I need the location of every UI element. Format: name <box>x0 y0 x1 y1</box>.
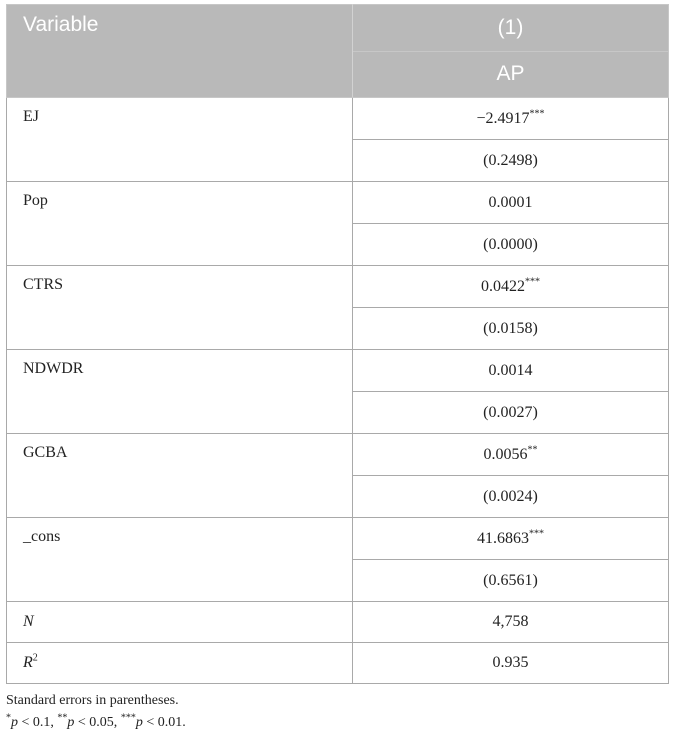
stats-row-n <box>7 602 669 643</box>
table-row <box>7 182 669 224</box>
n-label: N <box>7 602 353 643</box>
standard-error: (0.2498) <box>353 140 669 182</box>
variable-name: CTRS <box>7 266 353 350</box>
table-row <box>7 98 669 140</box>
model-header: (1) <box>353 5 669 52</box>
coefficient: −2.4917*** <box>353 98 669 140</box>
coefficient: 0.0001 <box>353 182 669 224</box>
r2-value: 0.935 <box>353 643 669 684</box>
coefficient: 0.0014 <box>353 350 669 392</box>
n-value: 4,758 <box>353 602 669 643</box>
coefficient: 41.6863*** <box>353 518 669 560</box>
coefficient: 0.0422*** <box>353 266 669 308</box>
variable-name: GCBA <box>7 434 353 518</box>
r2-label: $R^2$ <box>7 643 353 684</box>
regression-table <box>6 4 669 684</box>
notes-line-2: *p < 0.1, **p < 0.05, ***p < 0.01. <box>6 712 186 730</box>
variable-name: Pop <box>7 182 353 266</box>
standard-error: (0.0027) <box>353 392 669 434</box>
table-row <box>7 266 669 308</box>
variable-name: EJ <box>7 98 353 182</box>
table-notes <box>6 690 186 734</box>
variable-header: Variable <box>7 5 353 98</box>
table-row <box>7 350 669 392</box>
standard-error: (0.6561) <box>353 560 669 602</box>
notes-line-1: Standard errors in parentheses. <box>6 693 179 708</box>
variable-name: NDWDR <box>7 350 353 434</box>
variable-name: _cons <box>7 518 353 602</box>
dependent-variable-header: AP <box>353 51 669 98</box>
coefficient: 0.0056** <box>353 434 669 476</box>
standard-error: (0.0000) <box>353 224 669 266</box>
standard-error: (0.0024) <box>353 476 669 518</box>
stats-row-r2 <box>7 643 669 684</box>
standard-error: (0.0158) <box>353 308 669 350</box>
table-row <box>7 434 669 476</box>
table-row <box>7 518 669 560</box>
